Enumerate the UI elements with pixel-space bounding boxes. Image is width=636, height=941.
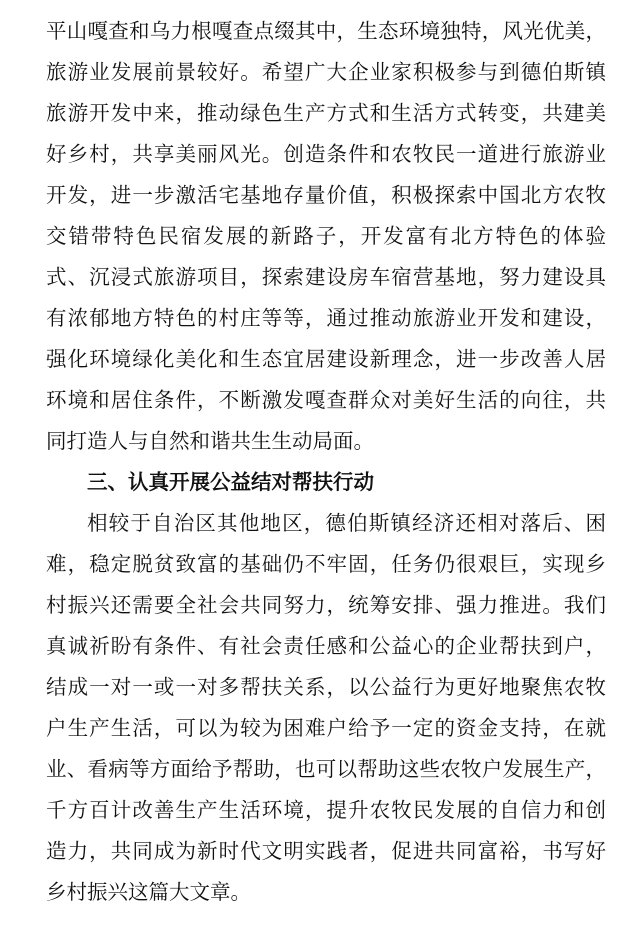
body-text-line: 平山嘎查和乌力根嘎查点缀其中，生态环境独特，风光优美，	[46, 20, 606, 43]
body-text-line: 难，稳定脱贫致富的基础仍不牢固，任务仍很艰巨，实现乡	[46, 553, 606, 576]
body-text-line: 相较于自治区其他地区，德伯斯镇经济还相对落后、困	[87, 512, 606, 535]
body-text-line: 式、沉浸式旅游项目，探索建设房车宿营基地，努力建设具	[46, 266, 606, 289]
body-text-line: 业、看病等方面给予帮助，也可以帮助这些农牧户发展生产，	[46, 758, 606, 781]
body-text-line: 户生产生活，可以为较为困难户给予一定的资金支持，在就	[46, 717, 606, 740]
body-text-line: 千方百计改善生产生活环境，提升农牧民发展的自信力和创	[46, 799, 606, 822]
section-heading: 三、认真开展公益结对帮扶行动	[87, 471, 374, 494]
body-text-line: 有浓郁地方特色的村庄等等，通过推动旅游业开发和建设，	[46, 307, 606, 330]
body-text-line: 环境和居住条件，不断激发嘎查群众对美好生活的向往，共	[46, 389, 606, 412]
body-text-line: 村振兴还需要全社会共同努力，统筹安排、强力推进。我们	[46, 594, 606, 617]
body-text-line: 强化环境绿化美化和生态宜居建设新理念，进一步改善人居	[46, 348, 606, 371]
body-text-line: 开发，进一步激活宅基地存量价值，积极探索中国北方农牧	[46, 184, 606, 207]
body-text-line: 造力，共同成为新时代文明实践者，促进共同富裕，书写好	[46, 840, 606, 863]
body-text-line: 真诚祈盼有条件、有社会责任感和公益心的企业帮扶到户，	[46, 635, 606, 658]
body-text-line: 好乡村，共享美丽风光。创造条件和农牧民一道进行旅游业	[46, 143, 606, 166]
body-text-line: 乡村振兴这篇大文章。	[46, 881, 251, 904]
body-text-line: 同打造人与自然和谐共生生动局面。	[46, 430, 374, 453]
body-text-line: 旅游开发中来，推动绿色生产方式和生活方式转变，共建美	[46, 102, 606, 125]
body-text-line: 交错带特色民宿发展的新路子，开发富有北方特色的体验	[46, 225, 606, 248]
body-text-line: 旅游业发展前景较好。希望广大企业家积极参与到德伯斯镇	[46, 61, 606, 84]
body-text-line: 结成一对一或一对多帮扶关系，以公益行为更好地聚焦农牧	[46, 676, 606, 699]
